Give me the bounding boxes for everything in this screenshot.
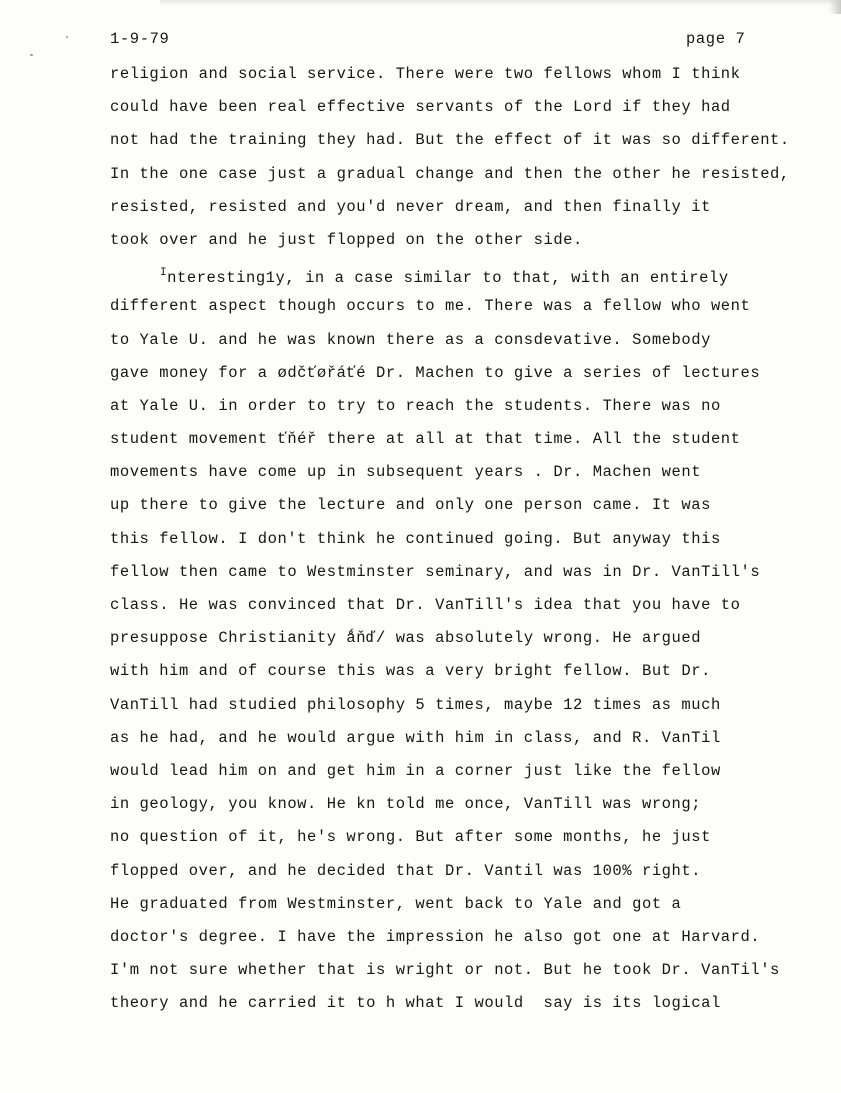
text-line: different aspect though occurs to me. There was a fellow who went xyxy=(110,297,751,316)
scan-speck xyxy=(30,54,33,56)
text-line: no question of it, he's wrong. But after some months, he just xyxy=(110,828,711,847)
text-line: nteresting1y, in a case similar to that, with an entirely xyxy=(167,269,729,288)
text-line: student movement ťňéř there at all at that time. All the student xyxy=(110,430,741,449)
page-number: page 7 xyxy=(686,30,746,48)
scan-shadow-corner xyxy=(829,0,841,14)
text-line: I'm not sure whether that is wright or not. But he took Dr. VanTil's xyxy=(110,961,780,980)
text-line: up there to give the lecture and only one person came. It was xyxy=(110,496,711,515)
text-line: religion and social service. There were two fellows whom I think xyxy=(110,65,741,83)
text-line: took over and he just flopped on the other side. xyxy=(110,230,583,249)
text-line: not had the training they had. But the effect of it was so different. xyxy=(110,131,790,150)
text-line: presuppose Christianity ǻňď/ was absolutely wrong. He argued xyxy=(110,629,702,648)
text-line: fellow then came to Westminster seminary, and was in Dr. VanTill's xyxy=(110,562,761,581)
text-line: would lead him on and get him in a corner just like the fellow xyxy=(110,761,721,780)
text-line: In the one case just a gradual change and then the other he resisted, xyxy=(110,164,790,183)
text-line: class. He was convinced that Dr. VanTill's idea that you have to xyxy=(110,596,741,614)
scan-shadow-top xyxy=(160,0,841,6)
text-line: movements have come up in subsequent years . Dr. Machen went xyxy=(110,463,702,482)
text-line: could have been real effective servants of the Lord if they had xyxy=(110,98,731,117)
document-body xyxy=(110,58,835,1020)
text-line: gave money for a ødčťøřáťé Dr. Machen to give a series of lectures xyxy=(110,363,761,382)
text-line: flopped over, and he decided that Dr. Vantil was 100% right. xyxy=(110,861,702,880)
page-date: 1-9-79 xyxy=(110,30,170,48)
text-line: resisted, resisted and you'd never dream, and then finally it xyxy=(110,197,711,216)
text-line: this fellow. I don't think he continued going. But anyway this xyxy=(110,529,721,548)
text-line: at Yale U. in order to try to reach the students. There was no xyxy=(110,396,721,415)
scan-speck xyxy=(66,36,68,38)
text-line: to Yale U. and he was known there as a consdevative. Somebody xyxy=(110,330,711,349)
text-line: as he had, and he would argue with him in class, and R. VanTil xyxy=(110,728,721,747)
paragraph-lead-letter: I xyxy=(160,267,168,280)
text-line: He graduated from Westminster, went back to Yale and got a xyxy=(110,894,682,913)
text-line: VanTill had studied philosophy 5 times, maybe 12 times as much xyxy=(110,695,721,714)
paragraph-first-line xyxy=(110,257,835,290)
text-line: in geology, you know. He kn told me once, VanTill was wrong; xyxy=(110,795,702,814)
text-line: with him and of course this was a very bright fellow. But Dr. xyxy=(110,662,711,681)
text-line: doctor's degree. I have the impression he also got one at Harvard. xyxy=(110,927,761,946)
text-line: theory and he carried it to h what I would say is its logical xyxy=(110,994,721,1013)
